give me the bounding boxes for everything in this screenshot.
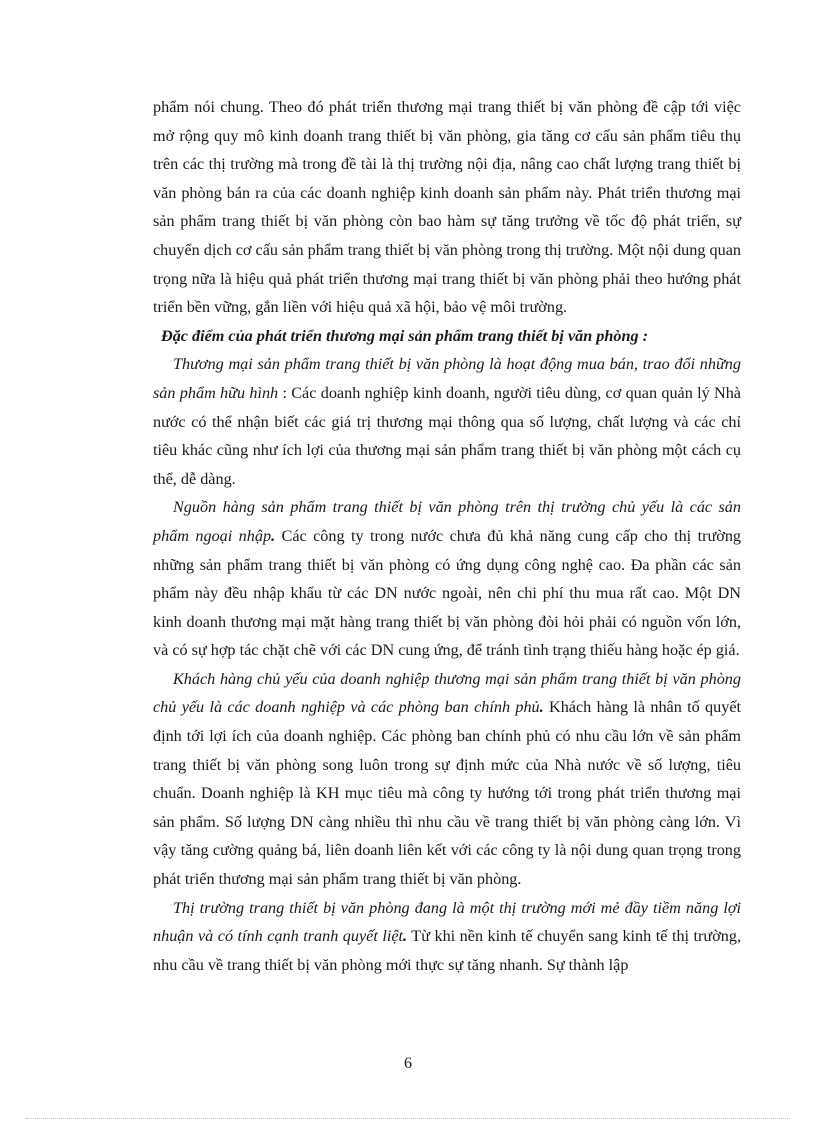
emphasized-text: Nguồn hàng sản phẩm trang thiết bị văn phòng trên thị trường chủ yếu là các sản phẩm ngoại nhập	[153, 498, 741, 545]
emphasized-text: .	[271, 526, 276, 545]
section-heading	[153, 322, 741, 351]
emphasized-text: Khách hàng chủ yếu của doanh nghiệp thương mại sản phẩm trang thiết bị văn phòng chủ yếu là các doanh nghiệp và các phòng ban chính phủ	[153, 669, 741, 717]
text-run: Đặc điểm của phát triển thương mại sản phẩm trang thiết bị văn phòng :	[161, 326, 649, 345]
text-run: phẩm nói chung. Theo đó phát triển thương mại trang thiết bị văn phòng đề cập tới việc mở rộng quy mô kinh doanh trang thiết bị văn phòng, gia tăng cơ cấu sản phẩm tiêu thụ trên các thị trường mà trong đề tài là thị trường nội địa, nâng cao chất lượng trang thiết bị văn phòng bán ra của các doanh nghiệp kinh doanh sản phẩm này. Phát triển thương mại sản phẩm trang thiết bị văn phòng còn bao hàm sự tăng trưởng về tốc độ phát triển, sự chuyển dịch cơ cấu sản phẩm trang thiết bị văn phòng trong thị trường. Một nội dung quan trọng nữa là hiệu quả phát triển thương mại trang thiết bị văn phòng phải theo hướng phát triển bền vững, gắn liền với hiệu quả xã hội, bảo vệ môi trường.	[153, 98, 741, 317]
emphasized-text: .	[403, 927, 408, 946]
emphasized-text: Thương mại sản phẩm trang thiết bị văn phòng là hoạt động mua bán, trao đổi những sản phẩm hữu hình	[153, 355, 741, 402]
emphasized-text: Thị trường trang thiết bị văn phòng đang là một thị trường mới mẻ đầy tiềm năng lợi nhuận và có tính cạnh tranh quyết liệt	[153, 898, 741, 946]
paragraph	[153, 894, 741, 980]
emphasized-text: .	[539, 698, 544, 717]
text-run: Khách hàng là nhân tố quyết định tới lợi ích của doanh nghiệp. Các phòng ban chính phủ có nhu cầu lớn về sản phẩm trang thiết bị văn phòng song luôn trong sự định mức của Nhà nước về số lượng, tiêu chuẩn. Doanh nghiệp là KH mục tiêu mà công ty hướng tới trong phát triển thương mại sản phẩm. Số lượng DN càng nhiều thì nhu cầu về trang thiết bị văn phòng càng lớn. Vì vậy tăng cường quảng bá, liên doanh liên kết với các công ty là nội dung quan trọng trong phát triển thương mại sản phẩm trang thiết bị văn phòng.	[153, 698, 742, 889]
paragraph	[153, 665, 741, 894]
page-bottom-border	[26, 1118, 790, 1119]
text-run: Từ khi nền kinh tế chuyển sang kinh tế thị trường, nhu cầu về trang thiết bị văn phòng mới thực sự tăng nhanh. Sự thành lập	[153, 927, 741, 974]
text-run: Các công ty trong nước chưa đủ khả năng cung cấp cho thị trường những sản phẩm trang thiết bị văn phòng có ứng dụng công nghệ cao. Đa phần các sản phẩm này đều nhập khẩu từ các DN nước ngoài, nên chi phí thu mua rất cao. Một DN kinh doanh thương mại mặt hàng trang thiết bị văn phòng đòi hỏi phải có nguồn vốn lớn, và có sự hợp tác chặt chẽ với các DN cung ứng, để tránh tình trạng thiếu hàng hoặc ép giá.	[153, 526, 742, 660]
paragraph	[153, 493, 741, 665]
paragraph	[153, 93, 741, 322]
body-text	[153, 93, 741, 979]
text-run: : Các doanh nghiệp kinh doanh, người tiêu dùng, cơ quan quản lý Nhà nước có thể nhận biết các giá trị thương mại thông qua số lượng, chất lượng và các chỉ tiêu khác cũng như ích lợi của thương mại sản phẩm trang thiết bị văn phòng một cách cụ thể, dễ dàng.	[153, 383, 741, 488]
paragraph	[153, 350, 741, 493]
page-number: 6	[404, 1055, 412, 1072]
